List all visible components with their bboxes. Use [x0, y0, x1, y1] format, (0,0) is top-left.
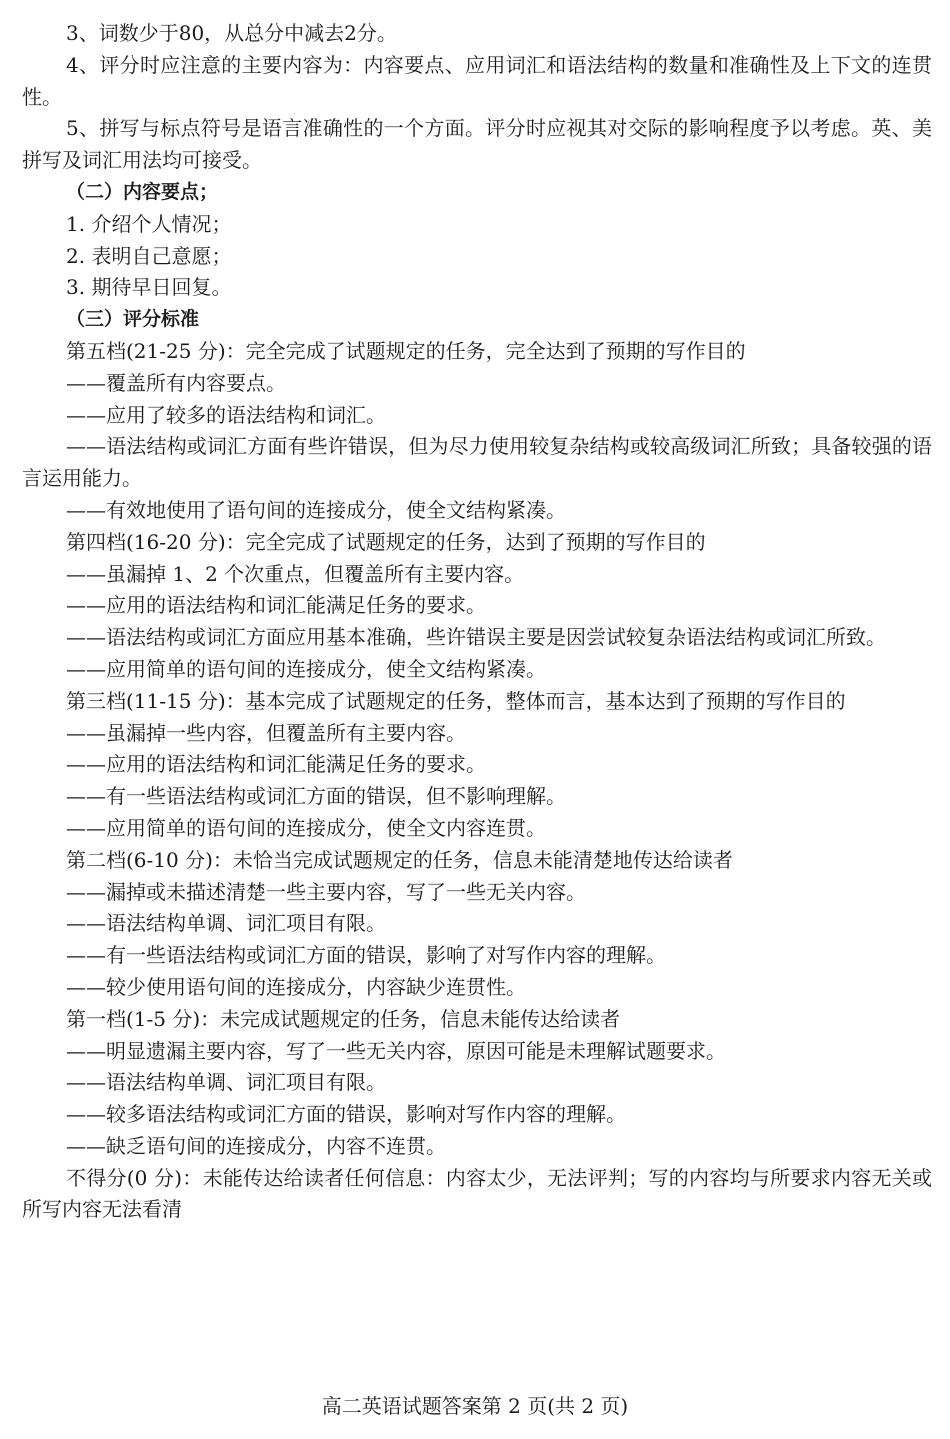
grade-5-item-2: ——应用了较多的语法结构和词汇。: [66, 402, 386, 427]
content-point-2: 2. 表明自己意愿；: [66, 243, 232, 268]
zero-score: 不得分(0 分)：未能传达给读者任何信息：内容太少，无法评判；写的内容均与所要求内容无关或所写内容无法看清: [22, 1165, 932, 1222]
document-body: [22, 18, 932, 1226]
standards-heading: （三）评分标准: [66, 308, 200, 331]
rule-5: 5、拼写与标点符号是语言准确性的一个方面。评分时应视其对交际的影响程度予以考虑。英、美拼写及词汇用法均可接受。: [22, 116, 932, 173]
grade-1-item-2: ——语法结构单调、词汇项目有限。: [66, 1070, 386, 1095]
grade-5-title: 第五档(21-25 分)：完全完成了试题规定的任务，完全达到了预期的写作目的: [66, 338, 746, 363]
grade-5-item-1: ——覆盖所有内容要点。: [66, 370, 286, 395]
grade-2-title: 第二档(6-10 分)：未恰当完成试题规定的任务，信息未能清楚地传达给读者: [66, 847, 733, 872]
rule-4: 4、评分时应注意的主要内容为：内容要点、应用词汇和语法结构的数量和准确性及上下文的连贯性。: [22, 52, 932, 109]
grade-1-item-1: ——明显遗漏主要内容，写了一些无关内容，原因可能是未理解试题要求。: [66, 1038, 726, 1063]
grade-3-item-2: ——应用的语法结构和词汇能满足任务的要求。: [66, 752, 486, 777]
grade-4-item-2: ——应用的语法结构和词汇能满足任务的要求。: [66, 593, 486, 618]
grade-3-item-3: ——有一些语法结构或词汇方面的错误，但不影响理解。: [66, 784, 566, 809]
content-points-heading: （二）内容要点；: [66, 180, 219, 203]
grade-5-item-3: ——语法结构或词汇方面有些许错误，但为尽力使用较复杂结构或较高级词汇所致；具备较强的语言运用能力。: [22, 434, 932, 491]
grade-2-item-3: ——有一些语法结构或词汇方面的错误，影响了对写作内容的理解。: [66, 943, 666, 968]
grade-2-item-2: ——语法结构单调、词汇项目有限。: [66, 911, 386, 936]
grade-4-item-4: ——应用简单的语句间的连接成分，使全文结构紧凑。: [66, 656, 546, 681]
content-point-3: 3. 期待早日回复。: [66, 275, 232, 300]
grade-1-title: 第一档(1-5 分)：未完成试题规定的任务，信息未能传达给读者: [66, 1006, 621, 1031]
rule-3: 3、词数少于80，从总分中减去2分。: [66, 21, 397, 45]
grade-2-item-4: ——较少使用语句间的连接成分，内容缺少连贯性。: [66, 974, 526, 999]
grade-3-item-1: ——虽漏掉一些内容，但覆盖所有主要内容。: [66, 720, 466, 745]
page-footer: 高二英语试题答案第 2 页(共 2 页): [321, 1394, 629, 1418]
content-point-1: 1. 介绍个人情况；: [66, 211, 232, 236]
grade-1-item-3: ——较多语法结构或词汇方面的错误，影响对写作内容的理解。: [66, 1102, 626, 1127]
grade-4-title: 第四档(16-20 分)：完全完成了试题规定的任务，达到了预期的写作目的: [66, 529, 706, 554]
grade-4-item-3: ——语法结构或词汇方面应用基本准确，些许错误主要是因尝试较复杂语法结构或词汇所致。: [66, 625, 886, 650]
grade-4-item-1: ——虽漏掉 1、2 个次重点，但覆盖所有主要内容。: [66, 561, 525, 586]
grade-2-item-1: ——漏掉或未描述清楚一些主要内容，写了一些无关内容。: [66, 879, 586, 904]
grade-3-item-4: ——应用简单的语句间的连接成分，使全文内容连贯。: [66, 815, 546, 840]
grade-3-title: 第三档(11-15 分)：基本完成了试题规定的任务，整体而言，基本达到了预期的写作目的: [66, 688, 846, 713]
grade-1-item-4: ——缺乏语句间的连接成分，内容不连贯。: [66, 1133, 446, 1158]
grade-5-item-4: ——有效地使用了语句间的连接成分，使全文结构紧凑。: [66, 497, 566, 522]
